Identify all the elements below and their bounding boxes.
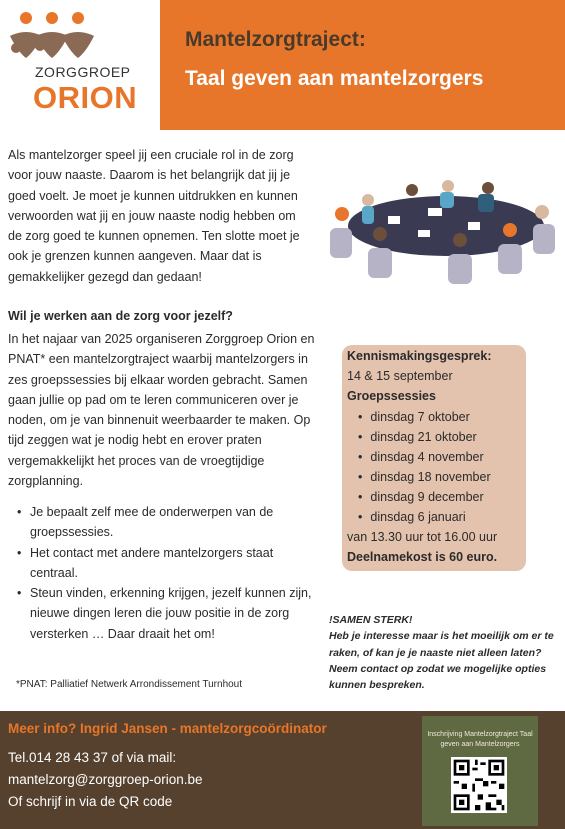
session-date: • dinsdag 7 oktober xyxy=(358,410,470,424)
section-heading: Wil je werken aan de zorg voor jezelf? xyxy=(8,309,233,323)
page-title-line1: Mantelzorgtraject: xyxy=(185,28,366,51)
benefits-list xyxy=(8,502,313,644)
participation-cost: Deelnamekost is 60 euro. xyxy=(347,550,498,564)
intro-paragraph: Als mantelzorger speel jij een cruciale rol in de zorg voor jouw naaste. Daarom is het belangrijk dat jij je goed voelt. Je moet je kunnen uitdrukken en kunnen verwoorden wat jij en jouw naaste nodig hebben om de zorg goed te kunnen opnemen. Ten slotte moet je ook je grenzen kunnen aangeven. Maar dat is gemakkelijker gezegd dan gedaan! xyxy=(8,148,300,284)
qr-code-icon[interactable] xyxy=(451,757,507,813)
samen-sterk-title: !SAMEN STERK! xyxy=(329,614,413,626)
intro-meeting-label: Kennismakingsgesprek: xyxy=(347,349,492,363)
three-people-logo-icon xyxy=(4,6,104,72)
qr-caption: Inschrijving Mantelzorgtraject Taal geven aan Mantelzorgers xyxy=(427,731,533,748)
samen-sterk-text: Heb je interesse maar is het moeilijk om er te raken, of kan je je naaste niet alleen laten? Neem contact op zodat we mogelijke opties kunnen bespreken. xyxy=(329,630,554,692)
logo-text-top: ZORGGROEP xyxy=(35,64,131,80)
section-body: In het najaar van 2025 organiseren Zorggroep Orion en PNAT* een mantelzorgtraject waarbij mantelzorgers in zes groepssessies bij elkaar worden gebracht. Samen gaan jullie op pad om te leren communiceren over je noden, om je van binnenuit weerbaarder te maken. Op tijd zeggen wat je nodig hebt en erover praten vergemakkelijkt het proces van de vroegtijdige zorgplanning. xyxy=(8,332,315,489)
session-time: van 13.30 uur tot 16.00 uur xyxy=(347,530,498,544)
samen-sterk-note xyxy=(329,612,559,693)
list-item: • Het contact met andere mantelzorgers staat centraal. xyxy=(8,543,313,584)
session-date: • dinsdag 6 januari xyxy=(358,510,466,524)
meeting-table-illustration xyxy=(328,178,560,290)
session-date: • dinsdag 18 november xyxy=(358,470,491,484)
page-title-line2: Taal geven aan mantelzorgers xyxy=(185,67,484,90)
contact-email[interactable]: mantelzorg@zorggroep-orion.be xyxy=(8,772,203,787)
intro-meeting-dates: 14 & 15 september xyxy=(347,369,453,383)
list-item: • Steun vinden, erkenning krijgen, jezelf kunnen zijn, nieuwe dingen leren die jouw positie in de zorg versterken … Daar draait het om! xyxy=(8,583,313,644)
logo-text-bottom: ORION xyxy=(33,80,138,115)
logo xyxy=(0,0,160,130)
session-date: • dinsdag 9 december xyxy=(358,490,484,504)
contact-title: Meer info? Ingrid Jansen - mantelzorgcoördinator xyxy=(8,721,327,736)
qr-instruction: Of schrijf in via de QR code xyxy=(8,794,173,809)
list-item: • Je bepaalt zelf mee de onderwerpen van de groepssessies. xyxy=(8,502,313,543)
session-date: • dinsdag 21 oktober xyxy=(358,430,477,444)
session-date: • dinsdag 4 november xyxy=(358,450,484,464)
footnote: *PNAT: Palliatief Netwerk Arrondissement Turnhout xyxy=(16,679,243,690)
contact-phone: Tel.014 28 43 37 of via mail: xyxy=(8,750,177,765)
sessions-label: Groepssessies xyxy=(347,389,436,403)
header-banner xyxy=(160,0,565,130)
